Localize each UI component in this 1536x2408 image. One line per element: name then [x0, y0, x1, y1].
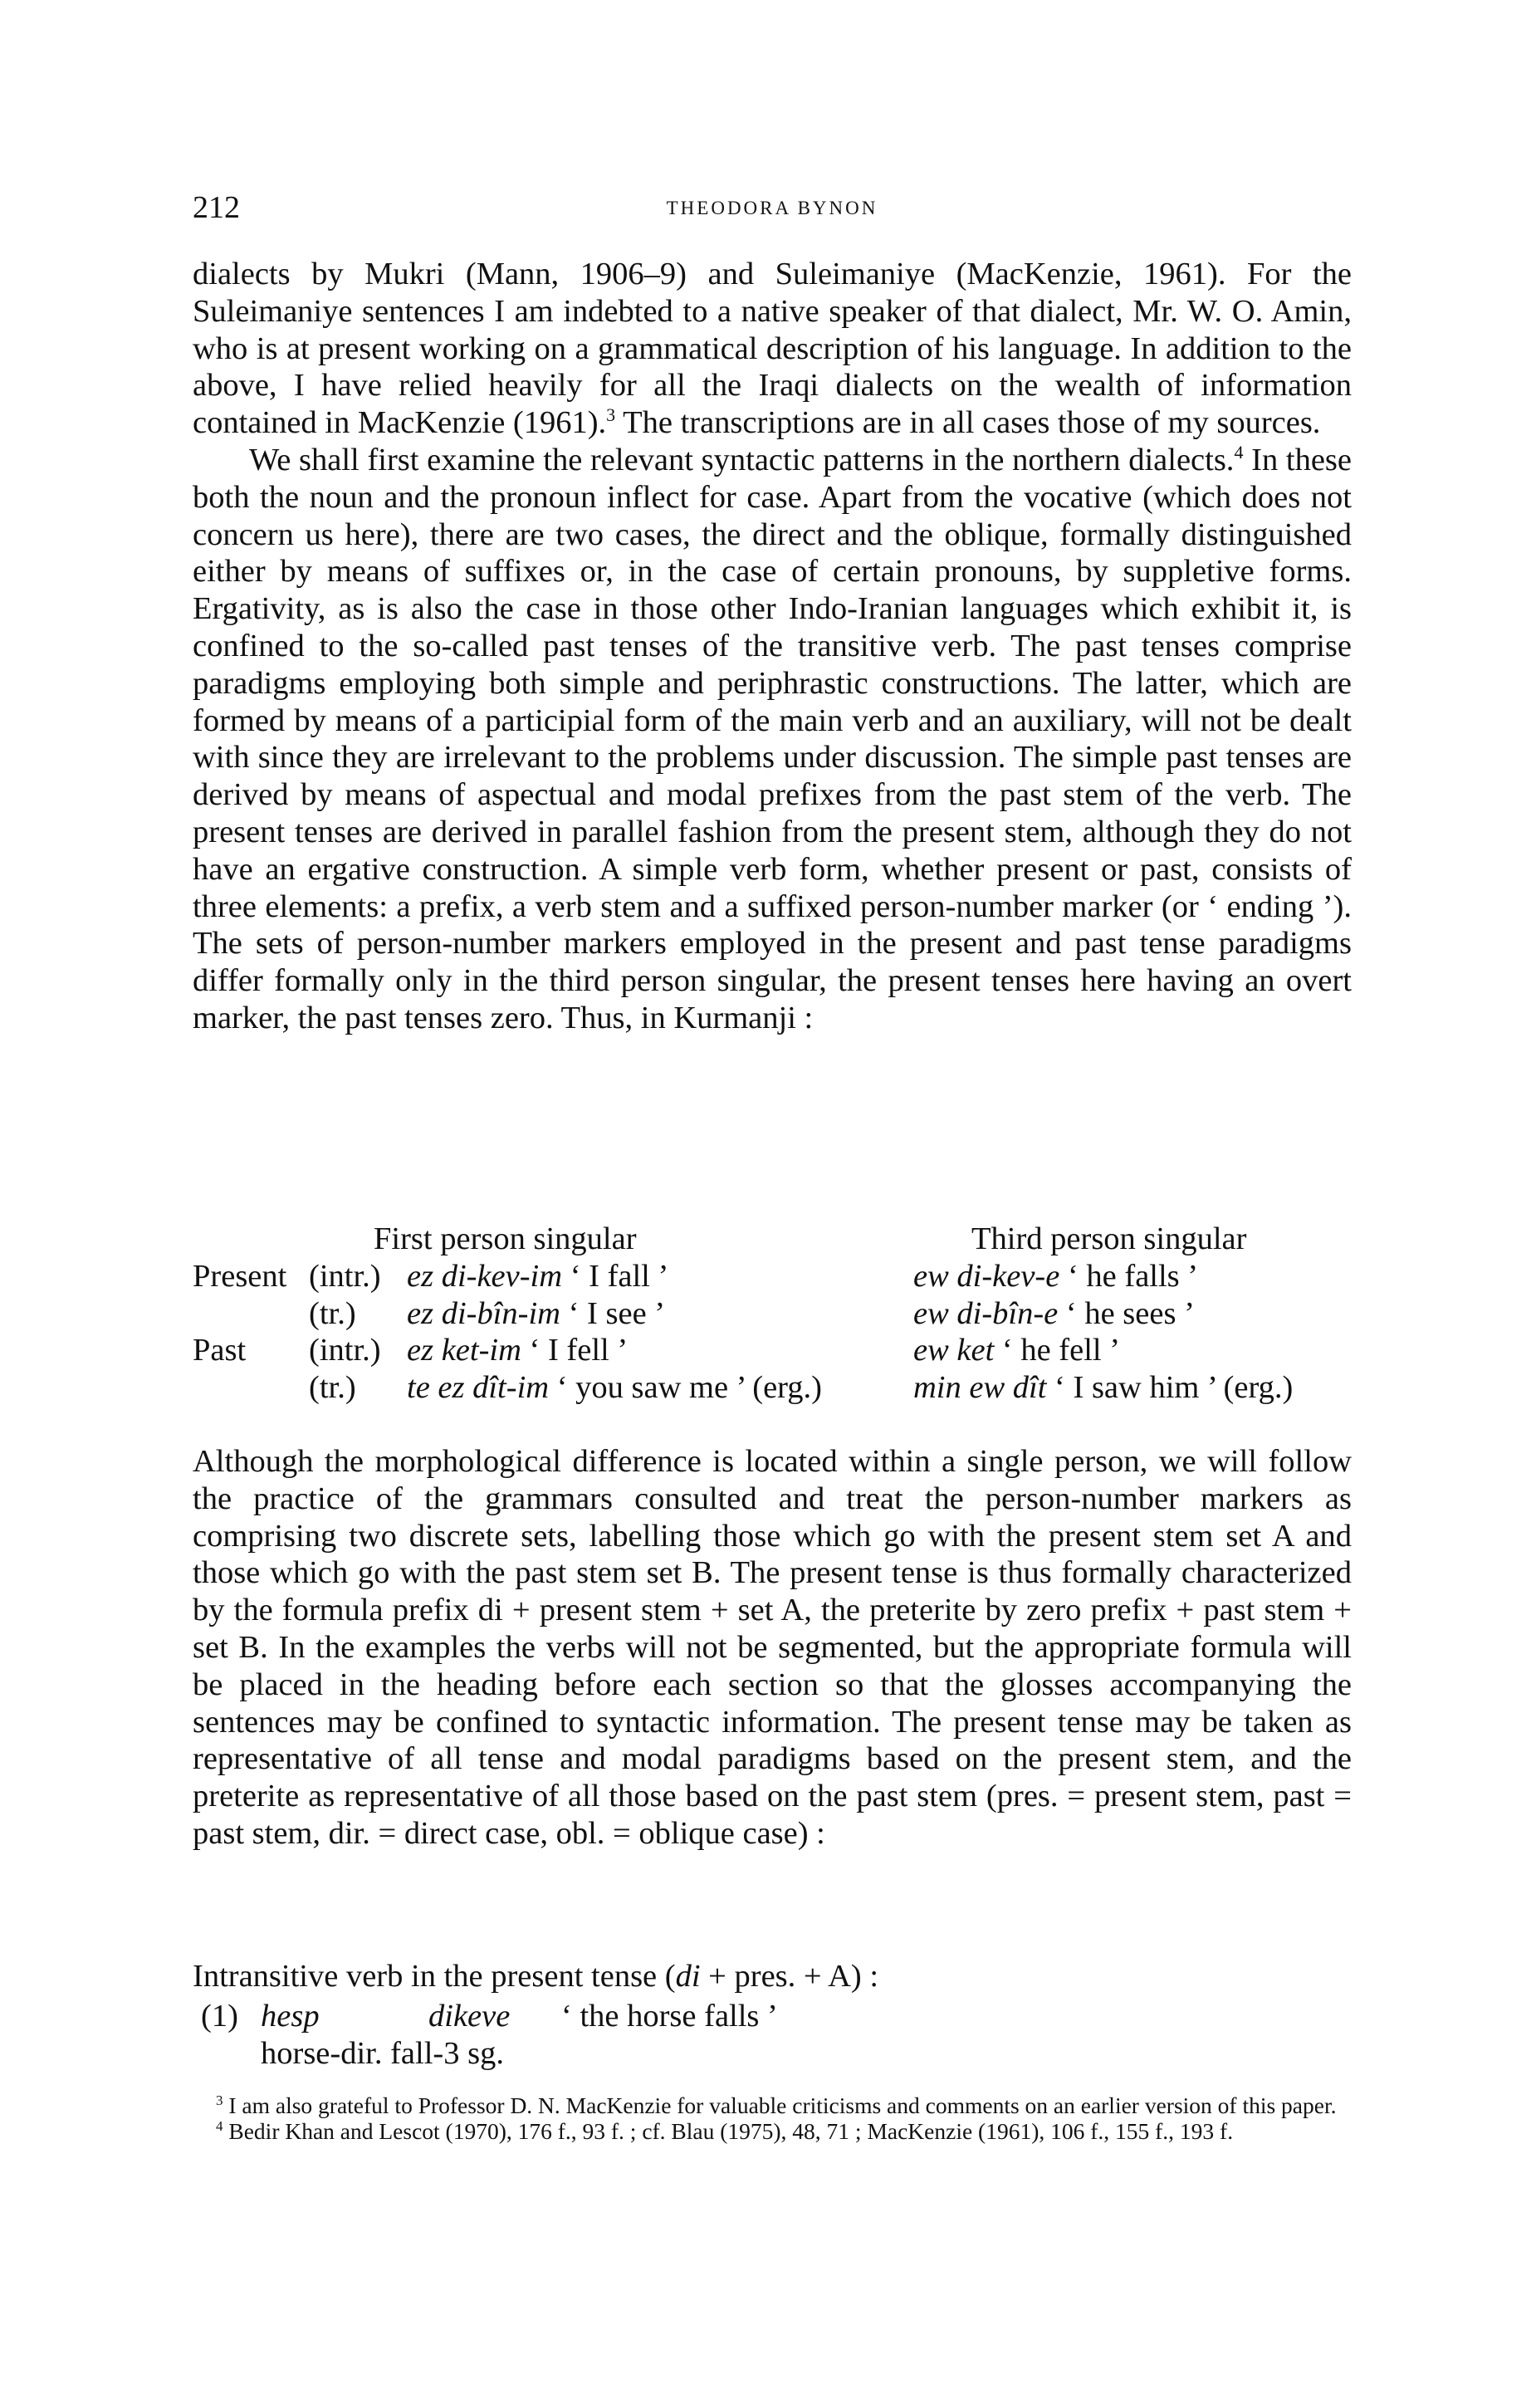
running-head: THEODORA BYNON	[666, 198, 878, 218]
example-number: (1)	[201, 1999, 238, 2034]
column-header-first-person: First person singular	[374, 1221, 637, 1256]
footnote-ref-3: 3	[606, 404, 616, 426]
footnote-4: $^4$ Bedir Khan and Lescot (1970), 176 f., 93 f. ; cf. Blau (1975), 48, 71 ; MacKenzie (1961), 106 f., 155 f., 193 f.	[216, 2117, 1234, 2144]
example-word: dikeve	[428, 1999, 511, 2034]
example-gloss: horse-dir. fall-3 sg.	[261, 2035, 504, 2071]
footnote-3: $^3$ I am also grateful to Professor D. N. MacKenzie for valuable criticisms and comments on an earlier version of this paper.	[216, 2092, 1337, 2118]
example-1	[193, 1998, 1023, 2074]
paradigm-row: Present (intr.) ez di-kev-im ‘ I fall ’ ew di-kev-e ‘ he falls ’	[193, 1258, 1199, 1294]
example-translation: ‘ the horse falls ’	[561, 1999, 778, 2034]
paragraph-2: We shall first examine the relevant syntactic patterns in the northern dialects.$^4$ In these both the noun and the pronoun inflect for case. Apart from the vocative (which does not concern us here), there are two cases, the direct and the oblique, formally distinguished either by means of suffixes or, in the case of certain pronouns, by suppletive forms. Ergativity, as is also the case in those other Indo-Iranian languages which exhibit it, is confined to the so-called past tenses of the transitive verb. The past tenses comprise paradigms employing both simple and periphrastic constructions. The latter, which are formed by means of a participial form of the main verb and an auxiliary, will not be dealt with since they are irrelevant to the problems under discussion. The simple past tenses are derived by means of aspectual and modal prefixes from the past stem of the verb. The present tenses are derived in parallel fashion from the present stem, although they do not have an ergative construction. A simple verb form, whether present or past, consists of three elements: a prefix, a verb stem and a suffixed person-number marker (or ‘ ending ’). The sets of person-number markers employed in the present and past tense paradigms differ formally only in the third person singular, the present tenses here having an overt marker, the past tenses zero. Thus, in Kurmanji :	[193, 442, 1352, 1035]
paragraph-3: Although the morphological difference is located within a single person, we will follow the practice of the grammars consulted and treat the person-number markers as comprising two discrete sets, labelling those which go with the present stem set A and those which go with the past stem set B. The present tense is thus formally characterized by the formula prefix di + present stem + set A, the preterite by zero prefix + past stem + set B. In the examples the verbs will not be segmented, but the appropriate formula will be placed in the heading before each section so that the glosses accompanying the sentences may be confined to syntactic information. The present tense may be taken as representative of all tense and modal paradigms based on the present stem, and the preterite as representative of all those based on the past stem (pres. = present stem, past = past stem, dir. = direct case, obl. = oblique case) :	[193, 1444, 1352, 1851]
paradigm-row: (tr.) te ez dît-im ‘ you saw me ’ (erg.) min ew dît ‘ I saw him ’ (erg.)	[309, 1370, 1294, 1406]
example-word: hesp	[261, 1999, 320, 2034]
footnote-ref-4: 4	[1234, 442, 1244, 463]
body-text	[193, 256, 1352, 1037]
column-header-third-person: Third person singular	[971, 1221, 1247, 1256]
kurmanji-paradigm-table	[193, 1221, 1355, 1407]
paradigm-header-row	[193, 1221, 1355, 1258]
page-header	[193, 189, 1352, 223]
paragraph-1: dialects by Mukri (Mann, 1906–9) and Suleimaniye (MacKenzie, 1961). For the Suleimaniye sentences I am indebted to a native speaker of that dialect, Mr. W. O. Amin, who is at present working on a grammatical description of his language. In addition to the above, I have relied heavily for all the Iraqi dialects on the wealth of information contained in MacKenzie (1961).$^3$ The transcriptions are in all cases those of my sources.	[193, 257, 1352, 441]
paradigm-row: Past (intr.) ez ket-im ‘ I fell ’ ew ket ‘ he fell ’	[193, 1333, 1121, 1368]
section-heading: Intransitive verb in the present tense (di + pres. + A) :	[193, 1959, 879, 1994]
page-number: 212	[193, 190, 240, 225]
paradigm-row: (tr.) ez di-bîn-im ‘ I see ’ ew di-bîn-e ‘ he sees ’	[309, 1295, 1195, 1331]
footnotes	[193, 2092, 1352, 2144]
